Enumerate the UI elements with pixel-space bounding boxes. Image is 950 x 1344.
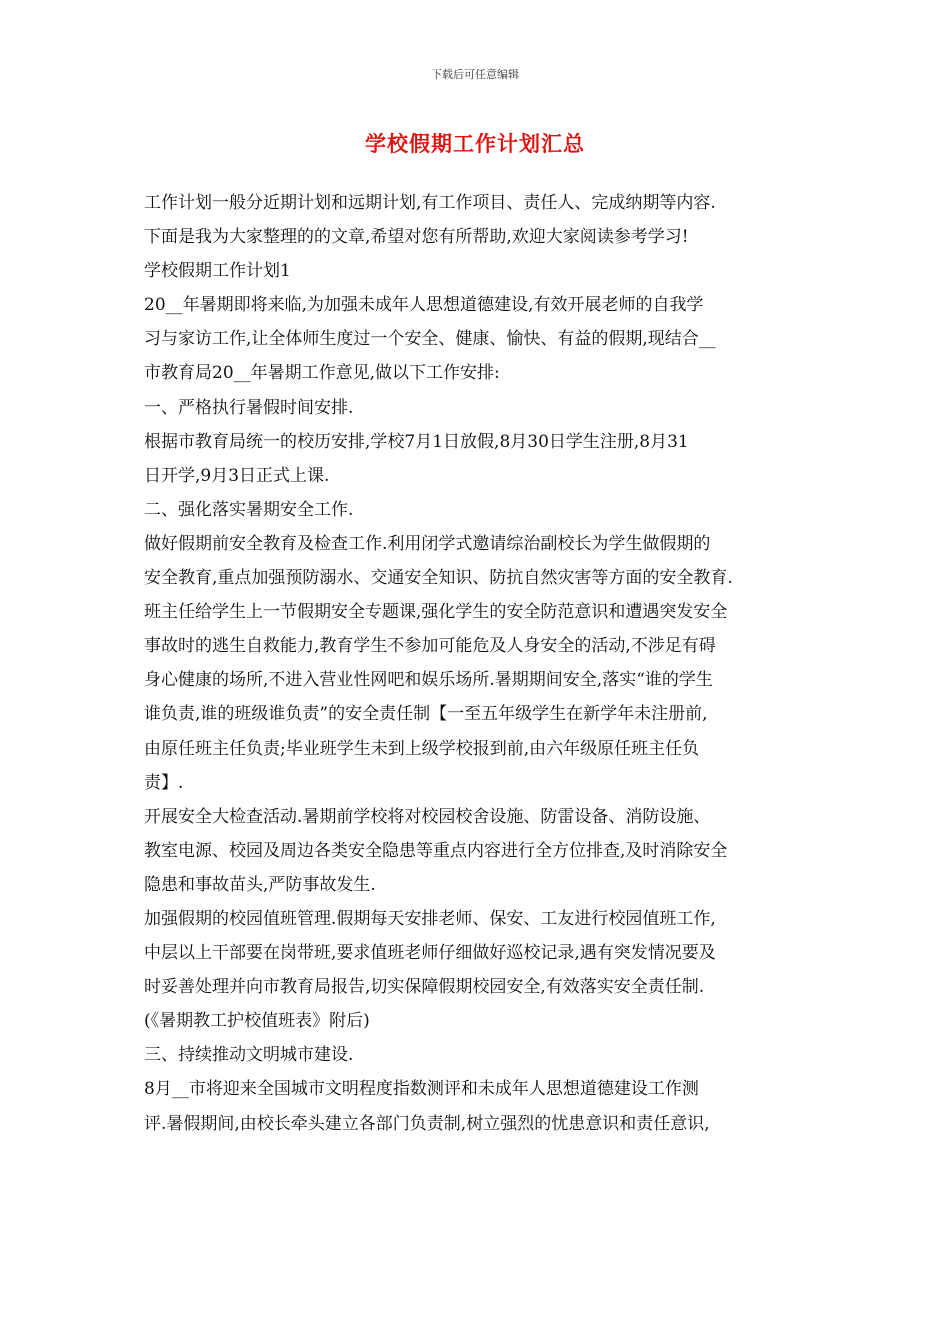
body-line: 日开学,9月3日正式上课. bbox=[144, 465, 330, 486]
body-line: 市教育局20__年暑期工作意见,做以下工作安排: bbox=[144, 363, 500, 384]
body-line: 加强假期的校园值班管理.假期每天安排老师、保安、工友进行校园值班工作, bbox=[144, 908, 716, 929]
body-line: 做好假期前安全教育及检查工作.利用闭学式邀请综治副校长为学生做假期的 bbox=[144, 533, 711, 554]
body-line: 事故时的逃生自救能力,教育学生不参加可能危及人身安全的活动,不涉足有碍 bbox=[144, 636, 716, 657]
body-line: 下面是我为大家整理的的文章,希望对您有所帮助,欢迎大家阅读参考学习! bbox=[144, 227, 689, 248]
body-line: 20__年暑期即将来临,为加强未成年人思想道德建设,有效开展老师的自我学 bbox=[144, 295, 704, 316]
body-line: 谁负责,谁的班级谁负责”的安全责任制【一至五年级学生在新学年未注册前, bbox=[144, 704, 708, 725]
body-line: 身心健康的场所,不进入营业性网吧和娱乐场所.暑期期间安全,落实“谁的学生 bbox=[144, 670, 713, 691]
section-heading: 二、强化落实暑期安全工作. bbox=[144, 499, 354, 520]
document-title: 学校假期工作计划汇总 bbox=[365, 131, 585, 156]
section-heading: 学校假期工作计划1 bbox=[144, 261, 291, 282]
body-line: 工作计划一般分近期计划和远期计划,有工作项目、责任人、完成纳期等内容. bbox=[144, 193, 716, 213]
body-line: 时妥善处理并向市教育局报告,切实保障假期校园安全,有效落实安全责任制. bbox=[144, 977, 705, 998]
document-body bbox=[144, 186, 820, 1141]
body-line: 开展安全大检查活动.暑期前学校将对校园校舍设施、防雷设备、消防设施、 bbox=[144, 806, 711, 827]
body-line: 责】. bbox=[144, 772, 184, 793]
body-line: 安全教育,重点加强预防溺水、交通安全知识、防抗自然灾害等方面的安全教育. bbox=[144, 568, 733, 589]
body-line: 评.暑假期间,由校长牵头建立各部门负责制,树立强烈的忧患意识和责任意识, bbox=[144, 1113, 710, 1134]
body-line: 习与家访工作,让全体师生度过一个安全、健康、愉快、有益的假期,现结合__ bbox=[144, 329, 716, 350]
body-line: 根据市教育局统一的校历安排,学校7月1日放假,8月30日学生注册,8月31 bbox=[144, 431, 689, 452]
section-heading: 三、持续推动文明城市建设. bbox=[144, 1045, 354, 1066]
body-line: 隐患和事故苗头,严防事故发生. bbox=[144, 874, 376, 895]
section-heading: 一、严格执行暑假时间安排. bbox=[144, 397, 354, 418]
body-line: 班主任给学生上一节假期安全专题课,强化学生的安全防范意识和遭遇突发安全 bbox=[144, 602, 728, 623]
body-line: 中层以上干部要在岗带班,要求值班老师仔细做好巡校记录,遇有突发情况要及 bbox=[144, 943, 716, 964]
page-header-note: 下载后可任意编辑 bbox=[431, 68, 519, 81]
body-line: 教室电源、校园及周边各类安全隐患等重点内容进行全方位排查,及时消除安全 bbox=[144, 840, 728, 861]
body-line: 由原任班主任负责;毕业班学生未到上级学校报到前,由六年级原任班主任负 bbox=[144, 738, 700, 759]
body-line: (《暑期教工护校值班表》附后) bbox=[144, 1011, 370, 1032]
body-line: 8月__市将迎来全国城市文明程度指数测评和未成年人思想道德建设工作测 bbox=[144, 1079, 699, 1100]
